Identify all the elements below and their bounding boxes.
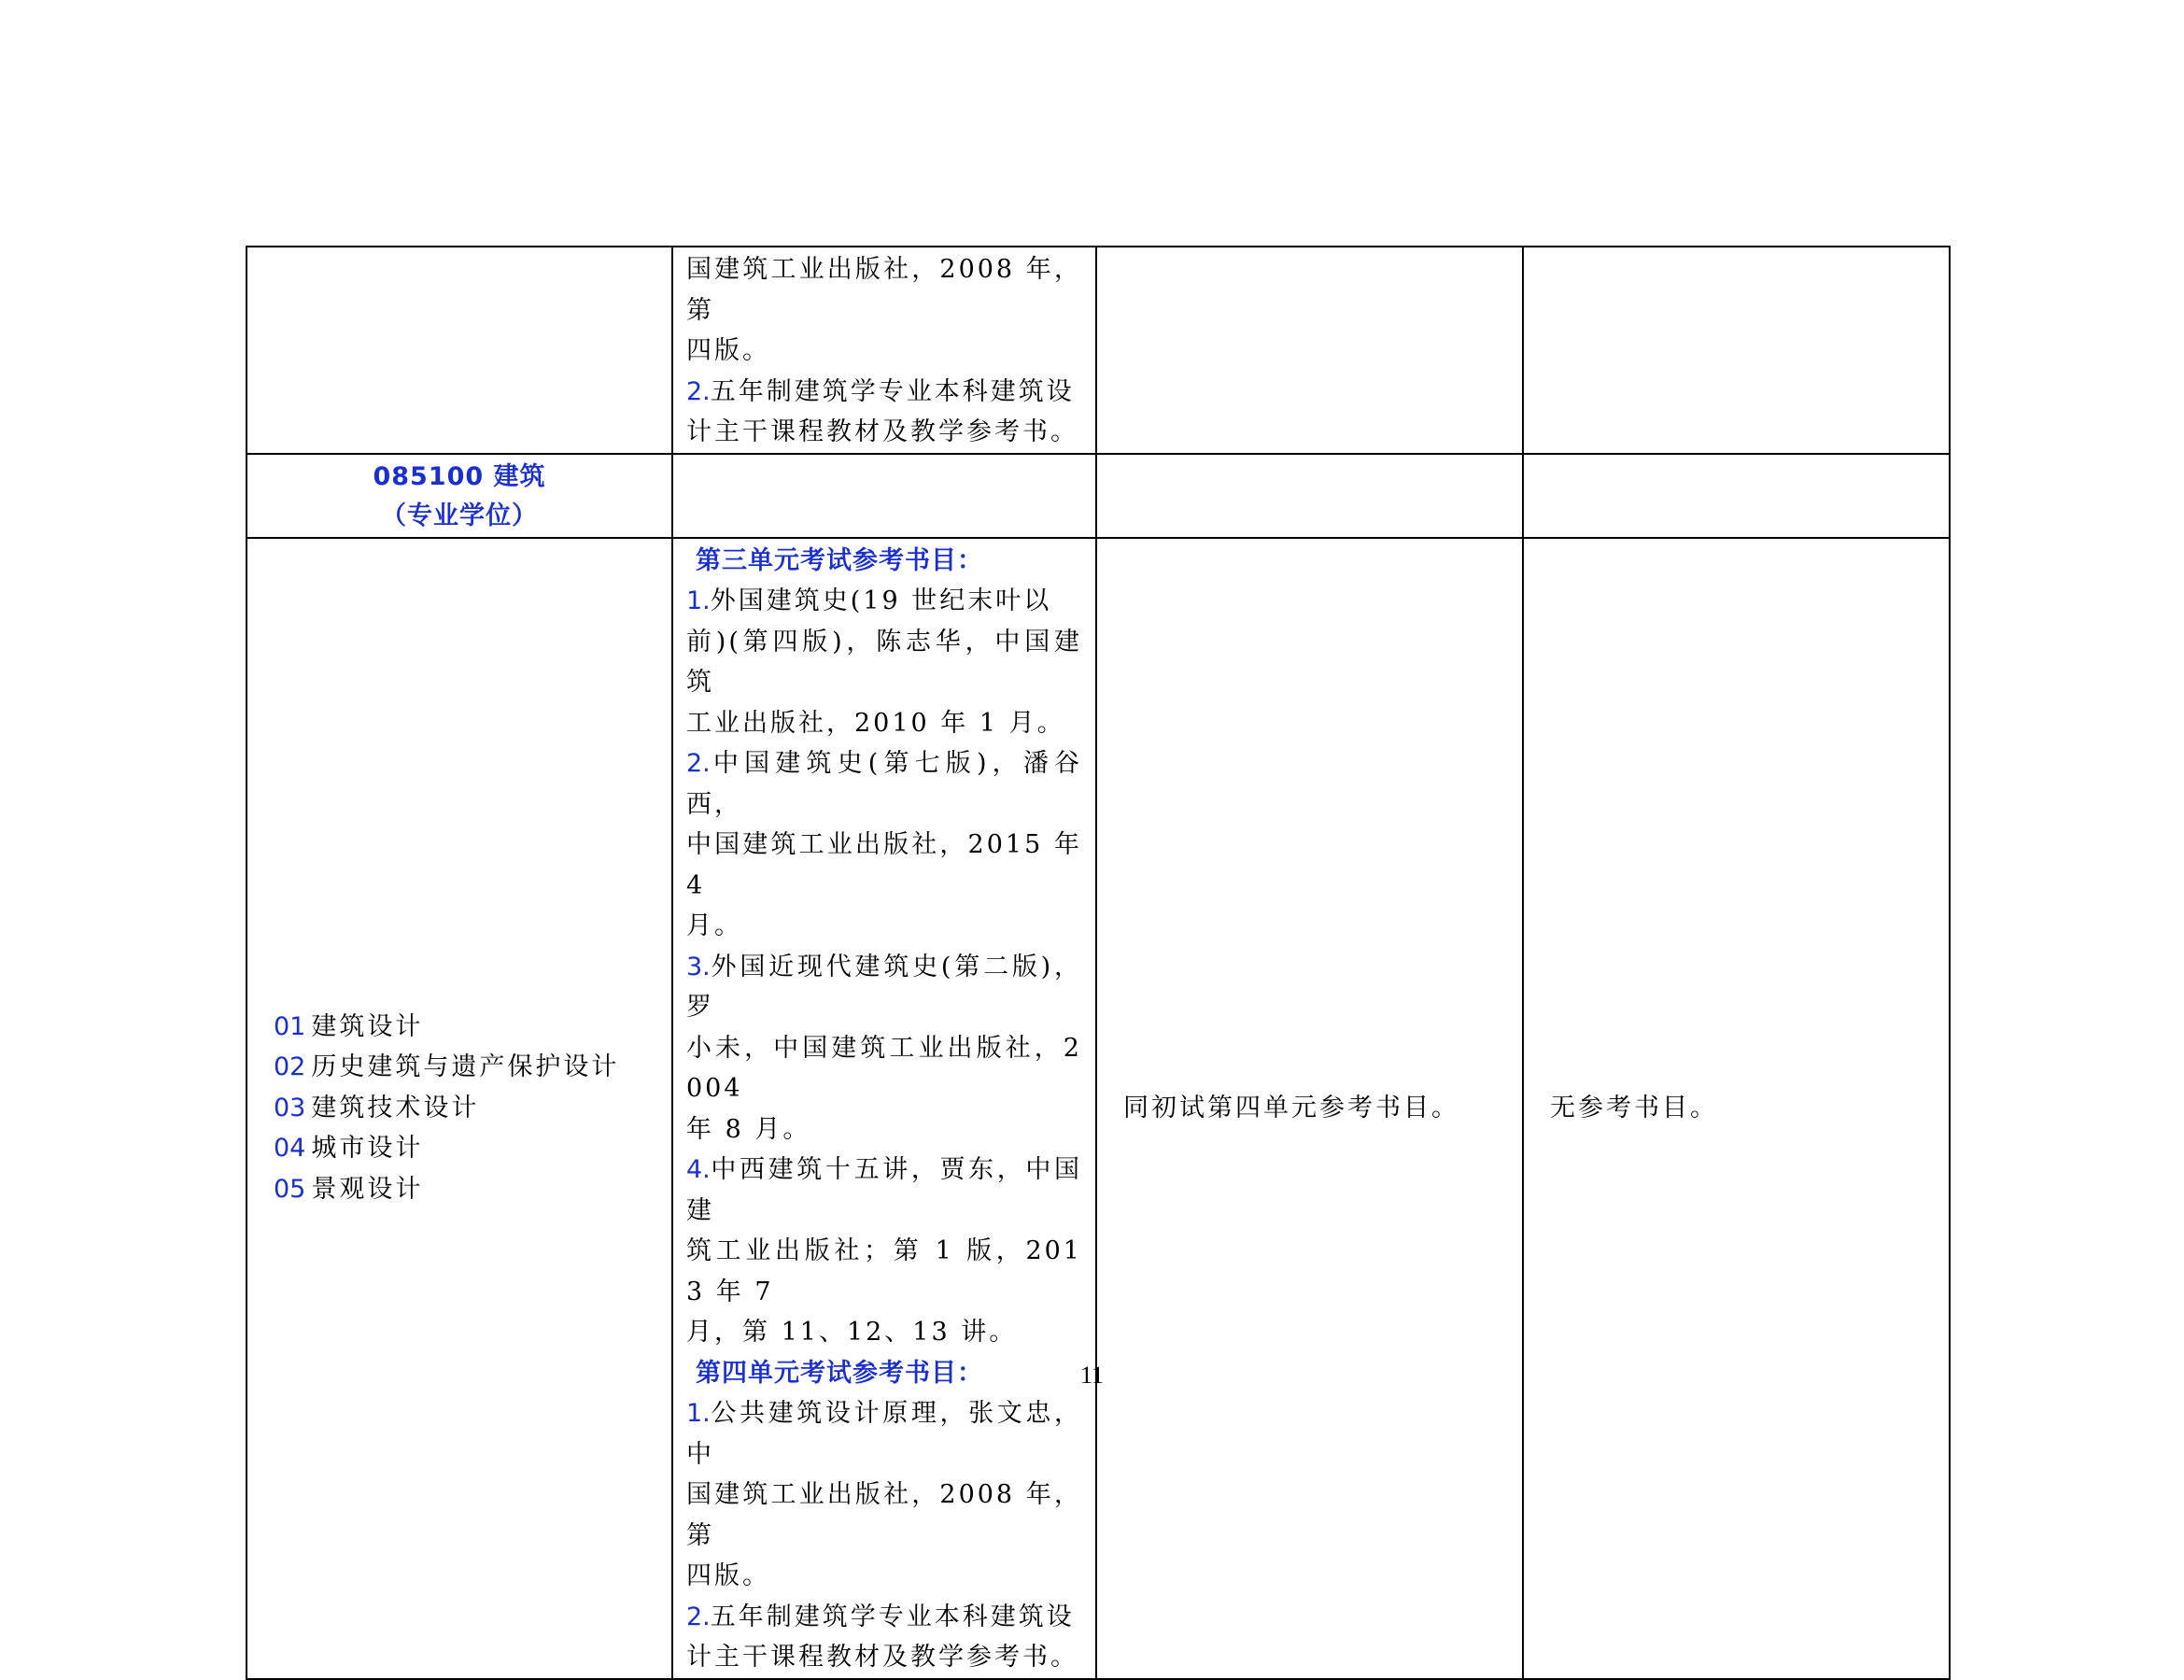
book-line <box>686 947 1082 1028</box>
empty-cell <box>1096 454 1523 538</box>
book-line <box>686 1556 1082 1597</box>
book-line-text: 小未，中国建筑工业出版社，2004 <box>686 1033 1082 1103</box>
empty-cell <box>1523 454 1950 538</box>
book-line <box>686 703 1082 744</box>
book-line <box>686 743 1082 825</box>
book-line-text: 五年制建筑学专业本科建筑设 <box>710 1602 1075 1631</box>
major-cell-empty <box>247 247 672 454</box>
book-line <box>686 1231 1082 1312</box>
book-line-text: 国建筑工业出版社，2008 年，第 <box>686 255 1082 325</box>
book-line <box>686 331 1082 372</box>
book-line <box>686 1150 1082 1231</box>
major-type: （专业学位） <box>381 501 538 530</box>
book-line <box>686 1393 1082 1475</box>
book-line-text: 中国建筑史(第七版)，潘谷西， <box>686 749 1082 819</box>
book-line <box>686 1637 1082 1678</box>
book-line-text: 五年制建筑学专业本科建筑设 <box>710 376 1075 406</box>
initial-exam-books-cell <box>672 538 1096 1679</box>
book-line-text: 工业出版社，2010 年 1 月。 <box>686 708 1065 738</box>
book-line-text: 中国建筑工业出版社，2015 年 4 <box>686 830 1082 900</box>
book-line-text: 外国建筑史(19 世纪末叶以 <box>710 586 1052 615</box>
book-list <box>686 541 1082 1678</box>
direction-item <box>274 1128 671 1169</box>
table-row <box>247 454 1950 538</box>
major-title-cell <box>247 454 672 538</box>
direction-name: 历史建筑与遗产保护设计 <box>311 1052 620 1082</box>
book-line <box>686 1597 1082 1638</box>
empty-cell <box>672 454 1096 538</box>
table-row <box>247 538 1950 1679</box>
book-line <box>686 906 1082 947</box>
direction-name: 景观设计 <box>311 1174 424 1204</box>
direction-name: 建筑技术设计 <box>311 1093 480 1122</box>
book-line <box>686 372 1082 413</box>
reference-books-table <box>246 246 1951 1680</box>
book-number: 2. <box>686 376 711 406</box>
unit3-heading: 第三单元考试参考书目： <box>696 545 983 575</box>
direction-item <box>274 1169 671 1210</box>
book-number: 1. <box>686 586 711 615</box>
book-number: 4. <box>686 1155 711 1184</box>
book-line-text: 四版。 <box>686 336 770 365</box>
book-line <box>686 581 1082 622</box>
book-line-text: 月。 <box>686 911 742 940</box>
page-number: 11 <box>1079 1362 1105 1389</box>
book-line <box>686 412 1082 453</box>
retest-books-cell: 同初试第四单元参考书目。 <box>1096 538 1523 1679</box>
book-line-text: 计主干课程教材及教学参考书。 <box>686 1643 1078 1672</box>
book-line-text: 公共建筑设计原理，张文忠，中 <box>686 1399 1082 1469</box>
equivalent-books-cell: 无参考书目。 <box>1523 538 1950 1679</box>
book-line <box>686 1312 1082 1353</box>
major-code-name: 085100 建筑 <box>373 461 546 491</box>
book-line-text: 月，第 11、12、13 讲。 <box>686 1318 1018 1347</box>
book-line-text: 筑工业出版社；第 1 版，2013 年 7 <box>686 1236 1082 1306</box>
book-line-text: 国建筑工业出版社，2008 年，第 <box>686 1480 1082 1550</box>
retest-books-cell-empty <box>1096 247 1523 454</box>
book-line <box>686 1109 1082 1151</box>
direction-code: 05 <box>274 1174 306 1204</box>
equivalent-books-cell-empty <box>1523 247 1950 454</box>
unit4-heading: 第四单元考试参考书目： <box>696 1358 983 1388</box>
book-line <box>686 1028 1082 1109</box>
book-line <box>686 1475 1082 1556</box>
book-number: 2. <box>686 749 711 778</box>
direction-name: 城市设计 <box>311 1134 424 1164</box>
book-line-text: 年 8 月。 <box>686 1114 811 1144</box>
book-line-text: 计主干课程教材及教学参考书。 <box>686 417 1078 446</box>
direction-item <box>274 1088 671 1129</box>
direction-code: 04 <box>274 1134 306 1164</box>
book-line-text: 前)(第四版)，陈志华，中国建筑 <box>686 627 1082 697</box>
book-number: 3. <box>686 952 711 981</box>
table-row <box>247 247 1950 454</box>
book-number: 1. <box>686 1399 711 1428</box>
direction-item <box>274 1007 671 1048</box>
book-list <box>686 249 1082 453</box>
book-line-text: 外国近现代建筑史(第二版)，罗 <box>686 952 1082 1022</box>
book-line-text: 中西建筑十五讲，贾东，中国建 <box>686 1155 1082 1225</box>
book-line <box>686 622 1082 703</box>
initial-exam-books-cell <box>672 247 1096 454</box>
direction-code: 01 <box>274 1011 306 1041</box>
book-line-text: 四版。 <box>686 1561 770 1590</box>
direction-code: 02 <box>274 1052 306 1082</box>
direction-name: 建筑设计 <box>311 1011 424 1041</box>
book-number: 2. <box>686 1602 711 1631</box>
direction-item <box>274 1047 671 1088</box>
book-line <box>686 249 1082 331</box>
book-line <box>686 825 1082 906</box>
direction-code: 03 <box>274 1093 306 1122</box>
research-directions-cell <box>247 538 672 1679</box>
